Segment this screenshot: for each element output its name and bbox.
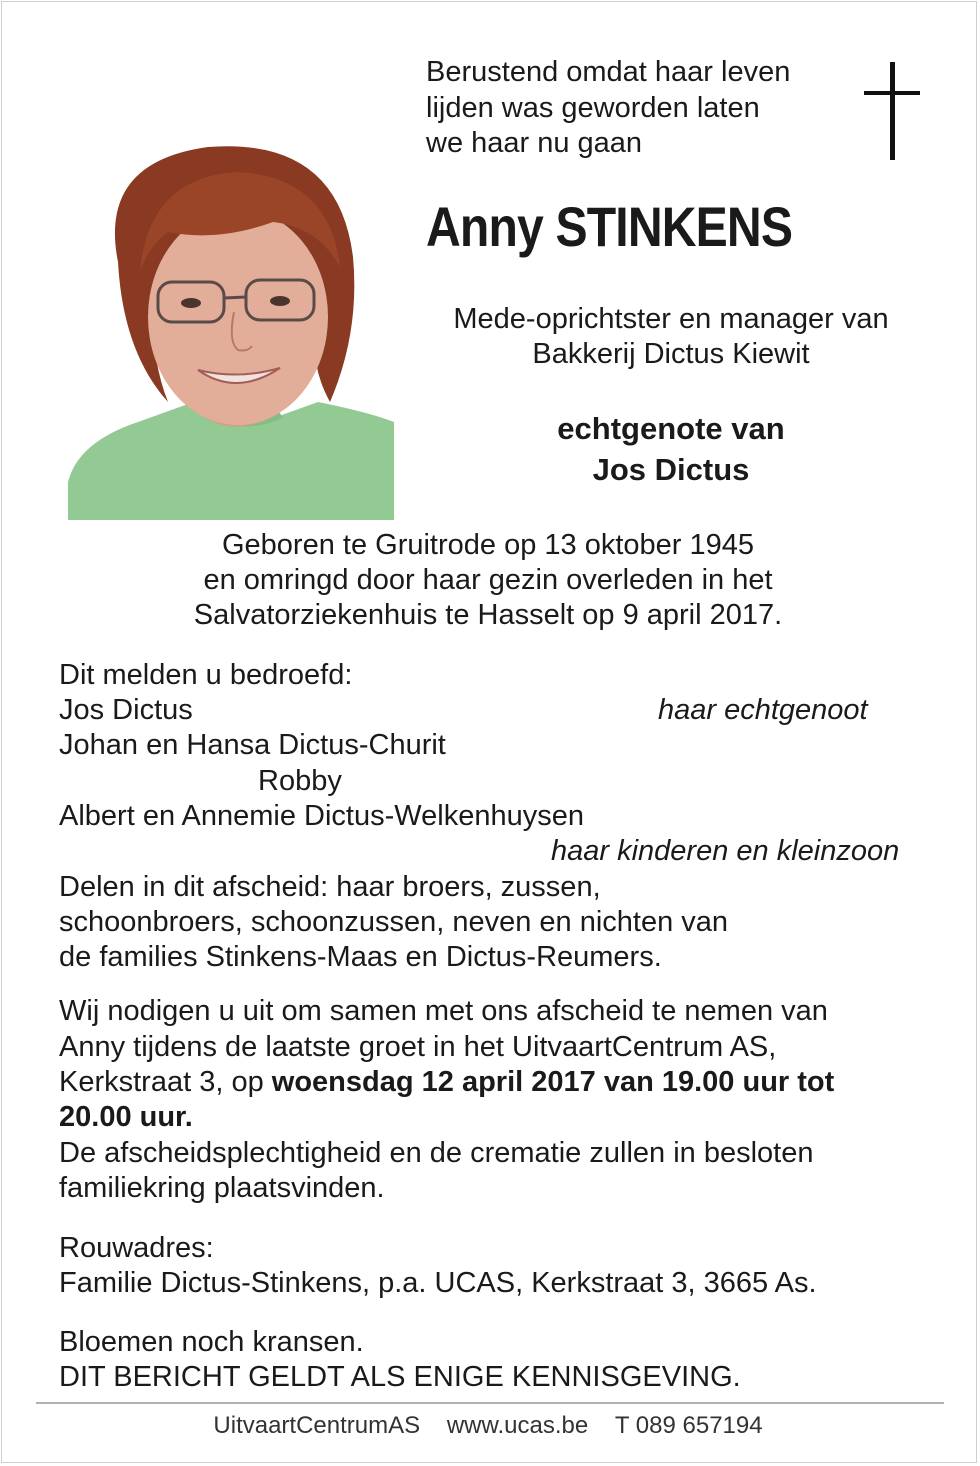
spouse-label: echtgenote van <box>557 411 785 446</box>
invitation-line: Anny tijdens de laatste groet in het UitvaartCentrum AS, <box>59 1031 777 1063</box>
family-relation: haar kinderen en kleinzoon <box>551 835 900 867</box>
born-line: en omringd door haar gezin overleden in het <box>203 564 773 596</box>
notice-note: DIT BERICHT GELDT ALS ENIGE KENNISGEVING. <box>59 1361 741 1393</box>
spouse <box>421 408 921 490</box>
quote-line: lijden was geworden laten <box>426 91 760 124</box>
address-value: Familie Dictus-Stinkens, p.a. UCAS, Kerkstraat 3, 3665 As. <box>59 1267 817 1299</box>
invitation-time: 20.00 uur. <box>59 1101 193 1133</box>
role-line: Mede-oprichtster en manager van <box>453 303 889 335</box>
born-line: Salvatorziekenhuis te Hasselt op 9 april 2017. <box>193 599 783 631</box>
invitation-line: Wij nodigen u uit om samen met ons afscheid te nemen van <box>59 995 828 1027</box>
spouse-name: Jos Dictus <box>592 452 750 487</box>
cross-icon <box>864 62 920 160</box>
quote-line: Berustend omdat haar leven <box>426 56 791 88</box>
invitation-line: familiekring plaatsvinden. <box>59 1172 385 1204</box>
footer-phone: T 089 657194 <box>614 1412 763 1439</box>
address-label: Rouwadres: <box>59 1232 214 1264</box>
footer <box>0 1410 976 1442</box>
family-member: Johan en Hansa Dictus-Churit <box>59 729 446 761</box>
quote-line: we haar nu gaan <box>426 127 643 159</box>
family-member: Albert en Annemie Dictus-Welkenhuysen <box>59 800 584 832</box>
footer-divider <box>36 1402 944 1404</box>
share-line: schoonbroers, schoonzussen, neven en nichten van <box>59 906 729 938</box>
invitation-line <box>59 1065 834 1100</box>
invitation-line: De afscheidsplechtigheid en de crematie zullen in besloten <box>59 1137 814 1169</box>
share-line: de families Stinkens-Maas en Dictus-Reumers. <box>59 941 662 973</box>
birth-death-info <box>0 528 976 633</box>
deceased-name: Anny STINKENS <box>426 195 793 258</box>
role-line: Bakkerij Dictus Kiewit <box>532 338 810 370</box>
family-relation: haar echtgenoot <box>658 694 868 726</box>
flowers-note: Bloemen noch kransen. <box>59 1326 364 1358</box>
portrait-photo <box>68 122 394 520</box>
family-member: Jos Dictus <box>59 694 193 726</box>
born-line: Geboren te Gruitrode op 13 oktober 1945 <box>221 529 755 561</box>
footer-website[interactable]: www.ucas.be <box>446 1412 589 1439</box>
role <box>421 302 921 372</box>
family-member: Robby <box>258 765 342 797</box>
quote <box>426 55 790 162</box>
invitation-text: Kerkstraat 3, op <box>59 1066 272 1098</box>
share-line: Delen in dit afscheid: haar broers, zussen, <box>59 871 601 903</box>
footer-company: UitvaartCentrumAS <box>213 1412 421 1439</box>
invitation-date: woensdag 12 april 2017 van 19.00 uur tot <box>271 1066 835 1098</box>
family-intro: Dit melden u bedroefd: <box>59 659 353 691</box>
